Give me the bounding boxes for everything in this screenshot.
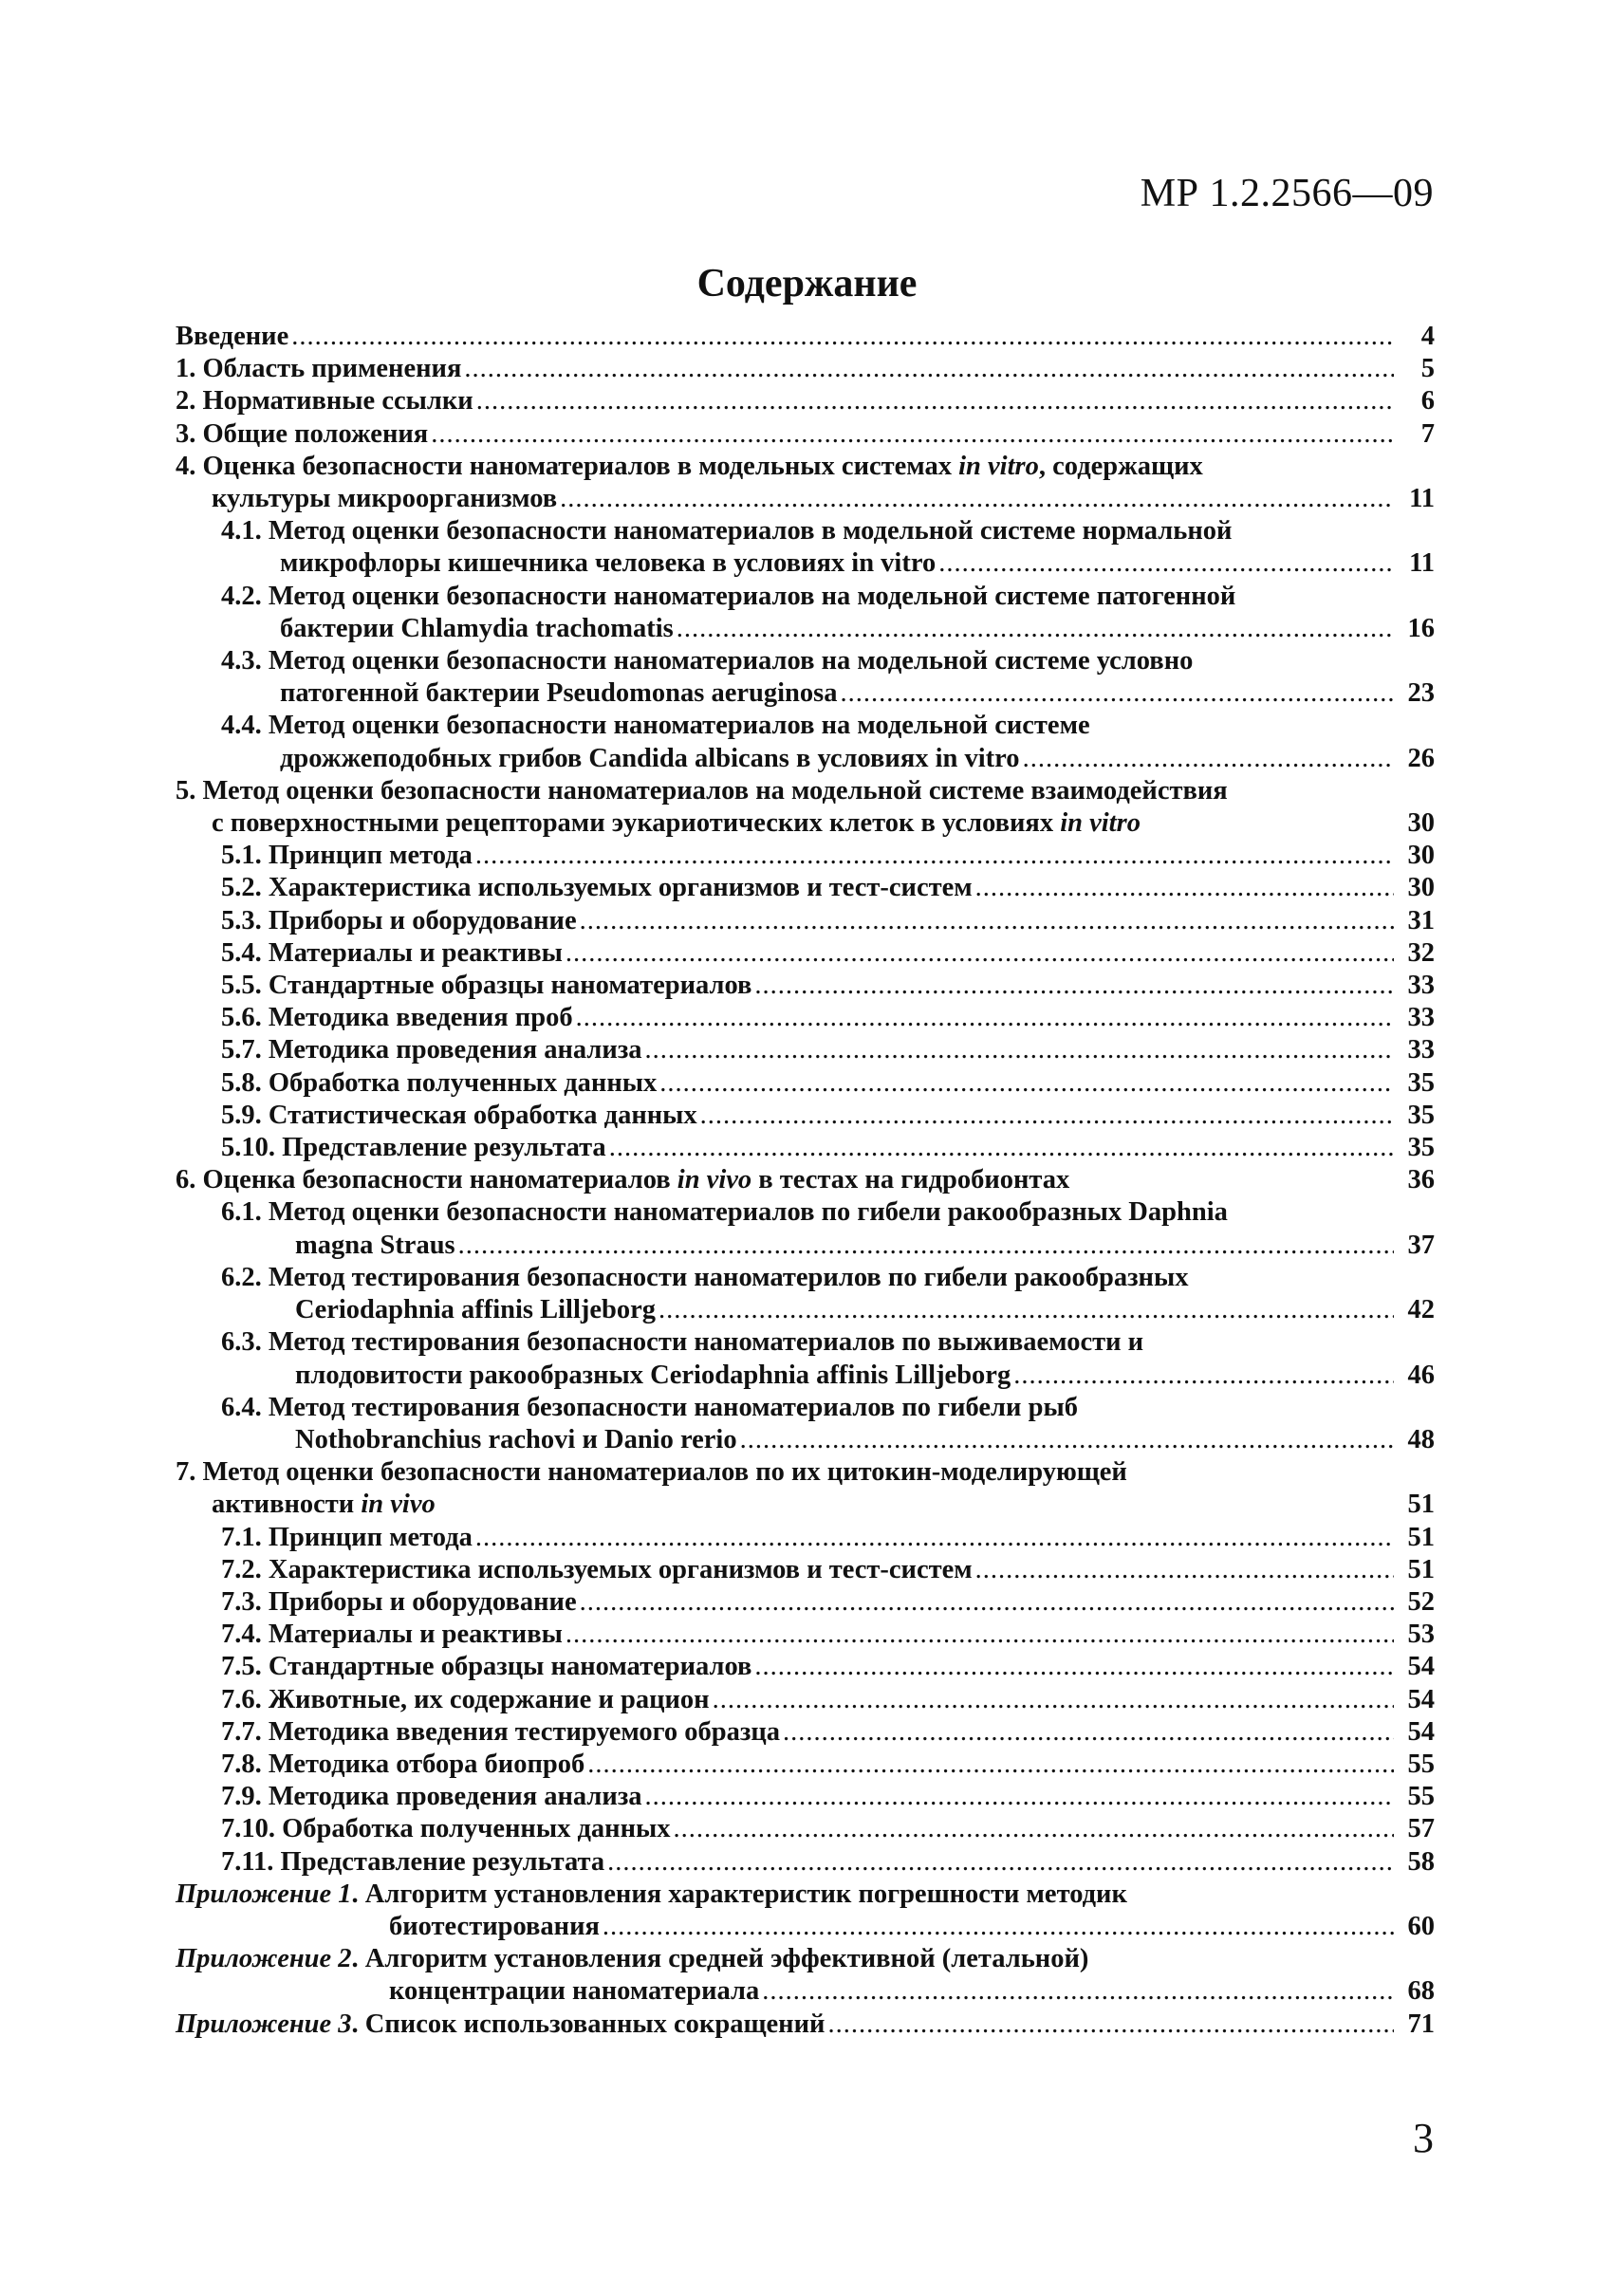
toc-entry-text: 5.8. Обработка полученных данных — [221, 1067, 658, 1098]
toc-entry-appendix-3[interactable] — [176, 2009, 1435, 2041]
toc-entry-text: 7.8. Методика отбора биопроб — [221, 1749, 585, 1779]
toc-entry-text: 7.10. Обработка полученных данных — [221, 1814, 671, 1844]
toc-entry-6-4[interactable] — [176, 1392, 1435, 1456]
page-ref: 26 — [1407, 743, 1435, 773]
toc-entry-text: 7.1. Принцип метода — [221, 1522, 473, 1552]
toc-entry-line: 4.1. Метод оценки безопасности наноматериалов в модельной системе нормальной — [221, 516, 1233, 546]
page-ref: 51 — [1407, 1490, 1435, 1520]
page-ref: 48 — [1407, 1424, 1435, 1454]
toc-entry-line — [176, 1943, 1435, 1975]
leader-dots — [674, 1813, 1395, 1845]
page-ref: 55 — [1407, 1749, 1435, 1779]
toc-entry-text: культуры микроорганизмов — [212, 484, 558, 514]
toc-entry-text: 5.3. Приборы и оборудование — [221, 905, 577, 935]
toc-entry-7-11[interactable] — [176, 1846, 1435, 1879]
leader-dots — [840, 677, 1394, 710]
toc-entry-1[interactable] — [176, 353, 1435, 385]
page-ref: 51 — [1407, 1522, 1435, 1552]
page-ref: 42 — [1407, 1295, 1435, 1325]
leader-dots — [975, 1554, 1394, 1586]
page-ref: 30 — [1407, 808, 1435, 839]
appendix-label: Приложение 3 — [176, 2009, 352, 2039]
page-ref: 6 — [1420, 386, 1435, 417]
toc-entry-4-1[interactable] — [176, 515, 1435, 580]
leader-dots — [754, 1651, 1394, 1683]
toc-entry-5-4[interactable] — [176, 937, 1435, 970]
toc-entry-line: 4.3. Метод оценки безопасности наноматериалов на модельной системе условно — [221, 646, 1194, 676]
leader-dots — [587, 1749, 1394, 1781]
toc-entry-7-2[interactable] — [176, 1554, 1435, 1586]
toc-entry-text: 5.10. Представление результата — [221, 1133, 606, 1163]
leader-dots — [677, 613, 1394, 645]
toc-entry-text: 7.11. Представление результата — [221, 1846, 605, 1877]
leader-dots — [603, 1911, 1394, 1943]
toc-entry-3[interactable] — [176, 418, 1435, 451]
toc-entry-5-7[interactable] — [176, 1034, 1435, 1066]
toc-entry-line: 5. Метод оценки безопасности наноматериалов на модельной системе взаимодействия — [176, 775, 1228, 805]
page-ref: 71 — [1407, 2009, 1435, 2039]
toc-entry-line: 6.1. Метод оценки безопасности наноматериалов по гибели ракообразных Daphnia — [221, 1197, 1228, 1228]
toc-entry-intro[interactable] — [176, 321, 1435, 353]
page-ref: 33 — [1407, 971, 1435, 1001]
table-of-contents — [176, 321, 1435, 2041]
page-ref: 46 — [1407, 1360, 1435, 1390]
toc-entry-7[interactable] — [176, 1456, 1435, 1521]
toc-entry-4[interactable] — [176, 451, 1435, 515]
toc-entry-text: биотестирования — [389, 1911, 600, 1941]
toc-entry-text: концентрации наноматериала — [389, 1976, 760, 2007]
toc-entry-text: 7.6. Животные, их содержание и рацион — [221, 1684, 710, 1714]
toc-entry-text — [212, 807, 1141, 840]
page-ref: 54 — [1407, 1684, 1435, 1714]
document-code: МР 1.2.2566—09 — [1140, 172, 1434, 215]
toc-entry-text-part: активности — [212, 1490, 362, 1520]
page-ref: 5 — [1420, 354, 1435, 384]
toc-entry-text: Ceriodaphnia affinis Lilljeborg — [295, 1295, 657, 1325]
leader-dots — [476, 385, 1394, 417]
toc-entry-5-1[interactable] — [176, 840, 1435, 872]
toc-entry-6[interactable] — [176, 1164, 1435, 1196]
toc-entry-line: 6.3. Метод тестирования безопасности наноматериалов по выживаемости и — [221, 1327, 1144, 1358]
leader-dots — [580, 905, 1394, 937]
toc-entry-5-9[interactable] — [176, 1100, 1435, 1132]
toc-entry-text: 3. Общие положения — [176, 418, 429, 449]
toc-entry-7-8[interactable] — [176, 1749, 1435, 1781]
toc-entry-text: микрофлоры кишечника человека в условиях in vitro — [280, 548, 937, 579]
toc-entry-7-9[interactable] — [176, 1781, 1435, 1813]
toc-entry-text: . Алгоритм установления средней эффективной (летальной) — [351, 1944, 1089, 1974]
toc-entry-7-10[interactable] — [176, 1813, 1435, 1845]
leader-dots — [1013, 1360, 1394, 1392]
leader-dots — [291, 321, 1394, 353]
toc-entry-7-5[interactable] — [176, 1651, 1435, 1683]
toc-entry-5-3[interactable] — [176, 905, 1435, 937]
appendix-label: Приложение 1 — [176, 1879, 352, 1909]
leader-dots — [713, 1684, 1394, 1716]
toc-entry-line: 6.2. Метод тестирования безопасности наноматерилов по гибели ракообразных — [221, 1262, 1189, 1292]
leader-dots — [659, 1067, 1394, 1100]
page-ref: 54 — [1407, 1652, 1435, 1682]
toc-entry-text: 5.9. Статистическая обработка данных — [221, 1100, 697, 1130]
toc-entry-text — [176, 1164, 1069, 1196]
toc-entry-text: плодовитости ракообразных Ceriodaphnia affinis Lilljeborg — [295, 1360, 1011, 1390]
page-ref: 35 — [1407, 1133, 1435, 1163]
toc-entry-7-3[interactable] — [176, 1586, 1435, 1619]
page-ref: 7 — [1420, 418, 1435, 449]
page-ref: 4 — [1420, 322, 1435, 351]
page-number: 3 — [1413, 2115, 1434, 2161]
leader-dots — [464, 353, 1394, 385]
toc-entry-text: magna Straus — [295, 1230, 455, 1260]
toc-entry-4-4[interactable] — [176, 710, 1435, 774]
leader-dots — [475, 840, 1394, 872]
page-ref: 36 — [1407, 1165, 1435, 1195]
page-ref: 31 — [1407, 905, 1435, 935]
toc-entry-text: патогенной бактерии Pseudomonas aeruginosa — [280, 678, 838, 709]
toc-entry-5-10[interactable] — [176, 1132, 1435, 1164]
toc-entry-line: 4.2. Метод оценки безопасности наноматериалов на модельной системе патогенной — [221, 581, 1236, 611]
toc-entry-7-1[interactable] — [176, 1522, 1435, 1554]
toc-entry-text: 5.7. Методика проведения анализа — [221, 1035, 642, 1065]
leader-dots — [659, 1294, 1394, 1326]
page-ref: 30 — [1407, 841, 1435, 871]
toc-entry-text: Nothobranchius rachovi и Danio rerio — [295, 1424, 737, 1454]
page-ref: 33 — [1407, 1035, 1435, 1065]
toc-entry-text: . Алгоритм установления характеристик погрешности методик — [351, 1879, 1127, 1909]
toc-entry-4-2[interactable] — [176, 581, 1435, 645]
toc-entry-text: 7.7. Методика введения тестируемого образца — [221, 1716, 780, 1747]
toc-entry-text-part: . Список использованных сокращений — [351, 2009, 826, 2039]
page-ref: 58 — [1407, 1846, 1435, 1877]
toc-entry-line: 7. Метод оценки безопасности наноматериалов по их цитокин-моделирующей — [176, 1457, 1127, 1488]
leader-dots — [566, 937, 1394, 970]
toc-entry-text: дрожжеподобных грибов Candida albicans в условиях in vitro — [280, 743, 1020, 773]
page-ref: 11 — [1409, 484, 1435, 514]
toc-entry-7-6[interactable] — [176, 1684, 1435, 1716]
toc-entry-2[interactable] — [176, 385, 1435, 417]
toc-entry-italic: in vivo — [677, 1165, 752, 1195]
leader-dots — [700, 1100, 1394, 1132]
toc-entry-4-3[interactable] — [176, 645, 1435, 710]
toc-entry-text: 2. Нормативные ссылки — [176, 386, 473, 417]
leader-dots — [827, 2009, 1394, 2041]
page-title: Содержание — [696, 262, 918, 306]
page-ref: 54 — [1407, 1716, 1435, 1747]
page-ref: 35 — [1407, 1100, 1435, 1130]
toc-entry-line: 6.4. Метод тестирования безопасности наноматериалов по гибели рыб — [221, 1392, 1078, 1422]
toc-entry-appendix-1[interactable] — [176, 1879, 1435, 1943]
page-ref: 16 — [1407, 613, 1435, 643]
toc-entry-5-5[interactable] — [176, 970, 1435, 1002]
toc-entry-text: 5.4. Материалы и реактивы — [221, 937, 563, 968]
toc-entry-text-part: с поверхностными рецепторами эукариотических клеток в условиях — [212, 808, 1061, 839]
page-ref: 52 — [1407, 1586, 1435, 1617]
page-ref: 30 — [1407, 873, 1435, 903]
page-ref: 68 — [1407, 1976, 1435, 2007]
toc-entry-text: Введение — [176, 322, 289, 351]
leader-dots — [1023, 743, 1394, 775]
toc-entry-5-8[interactable] — [176, 1067, 1435, 1100]
leader-dots — [580, 1586, 1394, 1619]
page-ref: 57 — [1407, 1814, 1435, 1844]
page-ref: 35 — [1407, 1067, 1435, 1098]
leader-dots — [458, 1230, 1394, 1262]
toc-entry-text — [176, 2009, 825, 2041]
toc-entry-text-part: в тестах на гидробионтах — [751, 1165, 1070, 1195]
page-ref: 23 — [1407, 678, 1435, 709]
leader-dots — [566, 1619, 1394, 1651]
toc-entry-text: , содержащих — [1038, 451, 1203, 481]
page-ref: 53 — [1407, 1620, 1435, 1650]
toc-entry-text — [212, 1489, 436, 1521]
toc-entry-7-7[interactable] — [176, 1716, 1435, 1749]
leader-dots — [645, 1034, 1394, 1066]
leader-dots — [475, 1522, 1394, 1554]
toc-entry-6-1[interactable] — [176, 1196, 1435, 1261]
toc-entry-text: 1. Область применения — [176, 354, 462, 384]
toc-entry-text: 5.5. Стандартные образцы наноматериалов — [221, 971, 752, 1001]
leader-dots — [975, 872, 1394, 904]
leader-dots — [645, 1781, 1394, 1813]
leader-dots — [938, 547, 1394, 580]
toc-entry-text-part: 6. Оценка безопасности наноматериалов — [176, 1165, 677, 1195]
toc-entry-text: 4. Оценка безопасности наноматериалов в модельных системах — [176, 451, 959, 481]
toc-entry-7-4[interactable] — [176, 1619, 1435, 1651]
toc-entry-text: 7.9. Методика проведения анализа — [221, 1782, 642, 1812]
toc-entry-text: 5.1. Принцип метода — [221, 841, 473, 871]
leader-dots — [560, 483, 1394, 515]
page-ref: 60 — [1407, 1911, 1435, 1941]
toc-entry-line — [176, 451, 1435, 483]
leader-dots — [431, 418, 1394, 451]
leader-dots — [762, 1975, 1394, 2008]
toc-entry-italic: in vitro — [1060, 808, 1141, 839]
toc-entry-italic: in vivo — [361, 1490, 436, 1520]
leader-dots — [740, 1424, 1394, 1456]
page-ref: 37 — [1407, 1230, 1435, 1260]
toc-entry-6-2[interactable] — [176, 1262, 1435, 1326]
toc-entry-line: 4.4. Метод оценки безопасности наноматериалов на модельной системе — [221, 711, 1090, 741]
page-ref: 32 — [1407, 937, 1435, 968]
toc-entry-text: 5.6. Методика введения проб — [221, 1003, 573, 1033]
page-ref: 55 — [1407, 1782, 1435, 1812]
leader-dots — [576, 1002, 1394, 1034]
appendix-label: Приложение 2 — [176, 1944, 352, 1974]
page-ref: 51 — [1407, 1554, 1435, 1584]
toc-entry-text: 7.3. Приборы и оборудование — [221, 1586, 577, 1617]
leader-dots — [609, 1132, 1394, 1164]
leader-dots — [607, 1846, 1394, 1879]
toc-entry-text: 7.4. Материалы и реактивы — [221, 1620, 563, 1650]
page-ref: 11 — [1409, 548, 1435, 579]
page-ref: 33 — [1407, 1003, 1435, 1033]
toc-entry-5[interactable] — [176, 775, 1435, 840]
toc-entry-appendix-2[interactable] — [176, 1943, 1435, 2008]
toc-entry-6-3[interactable] — [176, 1326, 1435, 1391]
toc-entry-5-2[interactable] — [176, 872, 1435, 904]
toc-entry-5-6[interactable] — [176, 1002, 1435, 1034]
toc-entry-text: 5.2. Характеристика используемых организмов и тест-систем — [221, 873, 973, 903]
leader-dots — [754, 970, 1394, 1002]
toc-entry-italic: in vitro — [958, 451, 1039, 481]
leader-dots — [783, 1716, 1394, 1749]
toc-entry-text: бактерии Chlamydia trachomatis — [280, 613, 674, 643]
toc-entry-line — [176, 1879, 1435, 1911]
toc-entry-text: 7.2. Характеристика используемых организмов и тест-систем — [221, 1554, 973, 1584]
toc-entry-text: 7.5. Стандартные образцы наноматериалов — [221, 1652, 752, 1682]
